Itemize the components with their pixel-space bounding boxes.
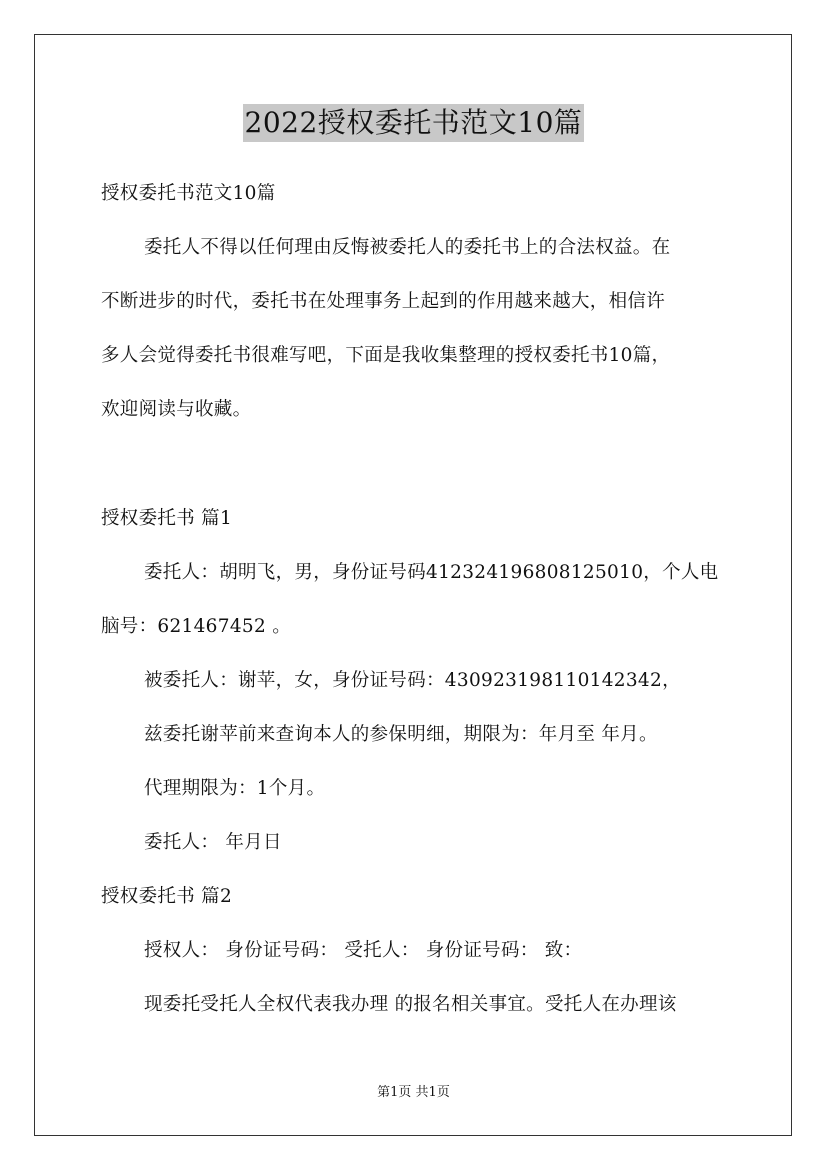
- section1-line-5: 代理期限为：1个月。: [144, 778, 326, 799]
- section2-line-1: 授权人： 身份证号码： 受托人： 身份证号码： 致：: [144, 940, 583, 961]
- intro-line-2: 不断进步的时代，委托书在处理事务上起到的作用越来越大，相信许: [101, 291, 666, 312]
- section-heading-2: 授权委托书 篇2: [101, 886, 233, 907]
- intro-line-4: 欢迎阅读与收藏。: [101, 399, 252, 420]
- document-title: 2022授权委托书范文10篇: [243, 104, 585, 142]
- title-container: [0, 104, 827, 142]
- section-heading-1: 授权委托书 篇1: [101, 508, 233, 529]
- doc-subtitle: 授权委托书范文10篇: [101, 183, 276, 204]
- section2-line-2: 现委托受托人全权代表我办理 的报名相关事宜。受托人在办理该: [144, 994, 677, 1015]
- section1-line-6: 委托人： 年月日: [144, 832, 282, 853]
- section1-line-1: 委托人：胡明飞，男，身份证号码412324196808125010，个人电: [144, 562, 719, 583]
- intro-line-3: 多人会觉得委托书很难写吧，下面是我收集整理的授权委托书10篇，: [101, 345, 671, 366]
- section1-line-3: 被委托人：谢苹，女，身份证号码：430923198110142342，: [144, 670, 681, 691]
- section1-line-4: 兹委托谢苹前来查询本人的参保明细，期限为：年月至 年月。: [144, 724, 658, 745]
- page-footer: 第1页 共1页: [377, 1085, 450, 1100]
- section1-line-2: 脑号：621467452 。: [101, 616, 292, 637]
- intro-line-1: 委托人不得以任何理由反悔被委托人的委托书上的合法权益。在: [144, 237, 671, 258]
